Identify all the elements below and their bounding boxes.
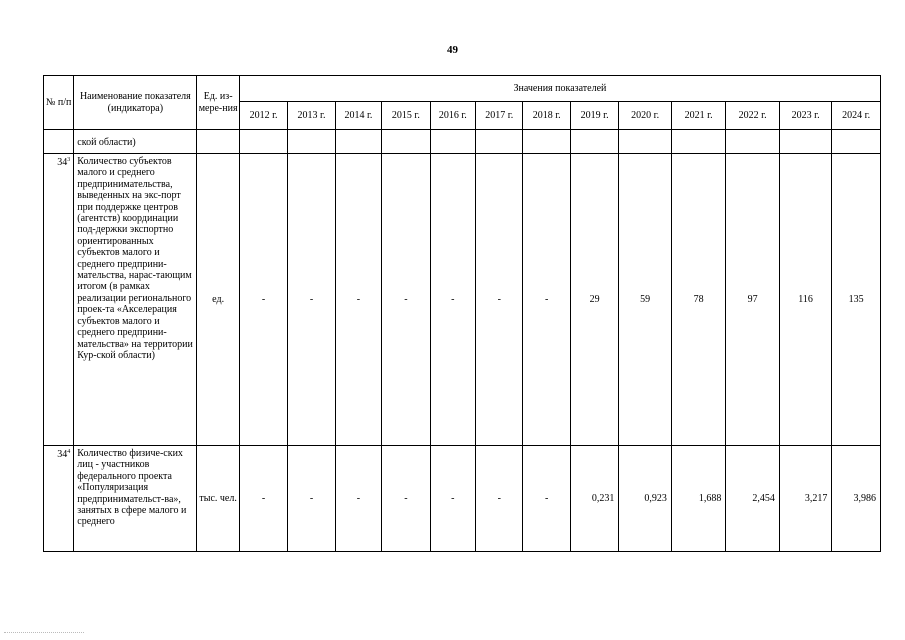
value-cell: - (382, 154, 430, 446)
value-cell: 59 (619, 154, 671, 446)
value-cell: - (523, 446, 570, 552)
year-header: 2014 г. (335, 102, 381, 130)
header-values-group: Значения показателей (239, 76, 880, 102)
value-cell (476, 130, 523, 154)
row-number: $34^3$ (44, 154, 74, 446)
year-header: 2020 г. (619, 102, 671, 130)
value-cell: 29 (570, 154, 618, 446)
value-cell (239, 130, 287, 154)
year-header: 2012 г. (239, 102, 287, 130)
value-cell (430, 130, 475, 154)
value-cell (570, 130, 618, 154)
scan-artifact-line (4, 632, 84, 635)
year-header: 2018 г. (523, 102, 570, 130)
value-cell: - (476, 154, 523, 446)
value-cell: - (335, 154, 381, 446)
unit-cell: ед. (197, 154, 239, 446)
value-cell: - (382, 446, 430, 552)
year-header: 2024 г. (832, 102, 881, 130)
value-cell (726, 130, 780, 154)
value-cell: - (288, 446, 335, 552)
value-cell (335, 130, 381, 154)
year-header: 2017 г. (476, 102, 523, 130)
value-cell: 3,217 (779, 446, 831, 552)
row-number: $34^4$ (44, 446, 74, 552)
value-cell: 1,688 (671, 446, 726, 552)
value-cell: - (523, 154, 570, 446)
indicator-name: Количество субъектов малого и среднего предпринимательства, выведенных на экс-порт при поддержке центров (агентств) координации под-держки экспортно ориентированных субъектов малого и среднего предприни-мательства, нарас-тающим итогом (в рамках реализации регионального проек-та «Акселерация субъектов малого и среднего предприни-мательства» на территории Кур-ской области) (74, 154, 197, 446)
value-cell: - (239, 154, 287, 446)
value-cell: - (239, 446, 287, 552)
value-cell: 0,923 (619, 446, 671, 552)
indicators-table (43, 75, 881, 552)
year-header: 2013 г. (288, 102, 335, 130)
row-number (44, 130, 74, 154)
value-cell: - (288, 154, 335, 446)
value-cell: 116 (779, 154, 831, 446)
unit-cell: тыс. чел. (197, 446, 239, 552)
value-cell: 0,231 (570, 446, 618, 552)
value-cell: - (430, 446, 475, 552)
value-cell: 2,454 (726, 446, 780, 552)
value-cell: 78 (671, 154, 726, 446)
year-header: 2022 г. (726, 102, 780, 130)
year-header: 2023 г. (779, 102, 831, 130)
value-cell (779, 130, 831, 154)
table-row (44, 154, 881, 446)
year-header: 2016 г. (430, 102, 475, 130)
table-row (44, 130, 881, 154)
indicator-name: Количество физиче-ских лиц - участников федерального проекта «Популяризация предпринимательст-ва», занятых в сфере малого и среднего (74, 446, 197, 552)
page-number: 49 (447, 44, 458, 56)
header-unit: Ед. из-мере-ния (197, 76, 239, 130)
year-header: 2019 г. (570, 102, 618, 130)
header-num: № п/п (44, 76, 74, 130)
value-cell (619, 130, 671, 154)
year-header: 2021 г. (671, 102, 726, 130)
value-cell: 135 (832, 154, 881, 446)
table-row (44, 446, 881, 552)
value-cell (832, 130, 881, 154)
unit-cell (197, 130, 239, 154)
value-cell: - (335, 446, 381, 552)
year-header: 2015 г. (382, 102, 430, 130)
value-cell (382, 130, 430, 154)
value-cell: 97 (726, 154, 780, 446)
value-cell: 3,986 (832, 446, 881, 552)
value-cell (288, 130, 335, 154)
value-cell (671, 130, 726, 154)
indicator-name: ской области) (74, 130, 197, 154)
header-name: Наименование показателя (индикатора) (74, 76, 197, 130)
value-cell: - (476, 446, 523, 552)
value-cell: - (430, 154, 475, 446)
value-cell (523, 130, 570, 154)
